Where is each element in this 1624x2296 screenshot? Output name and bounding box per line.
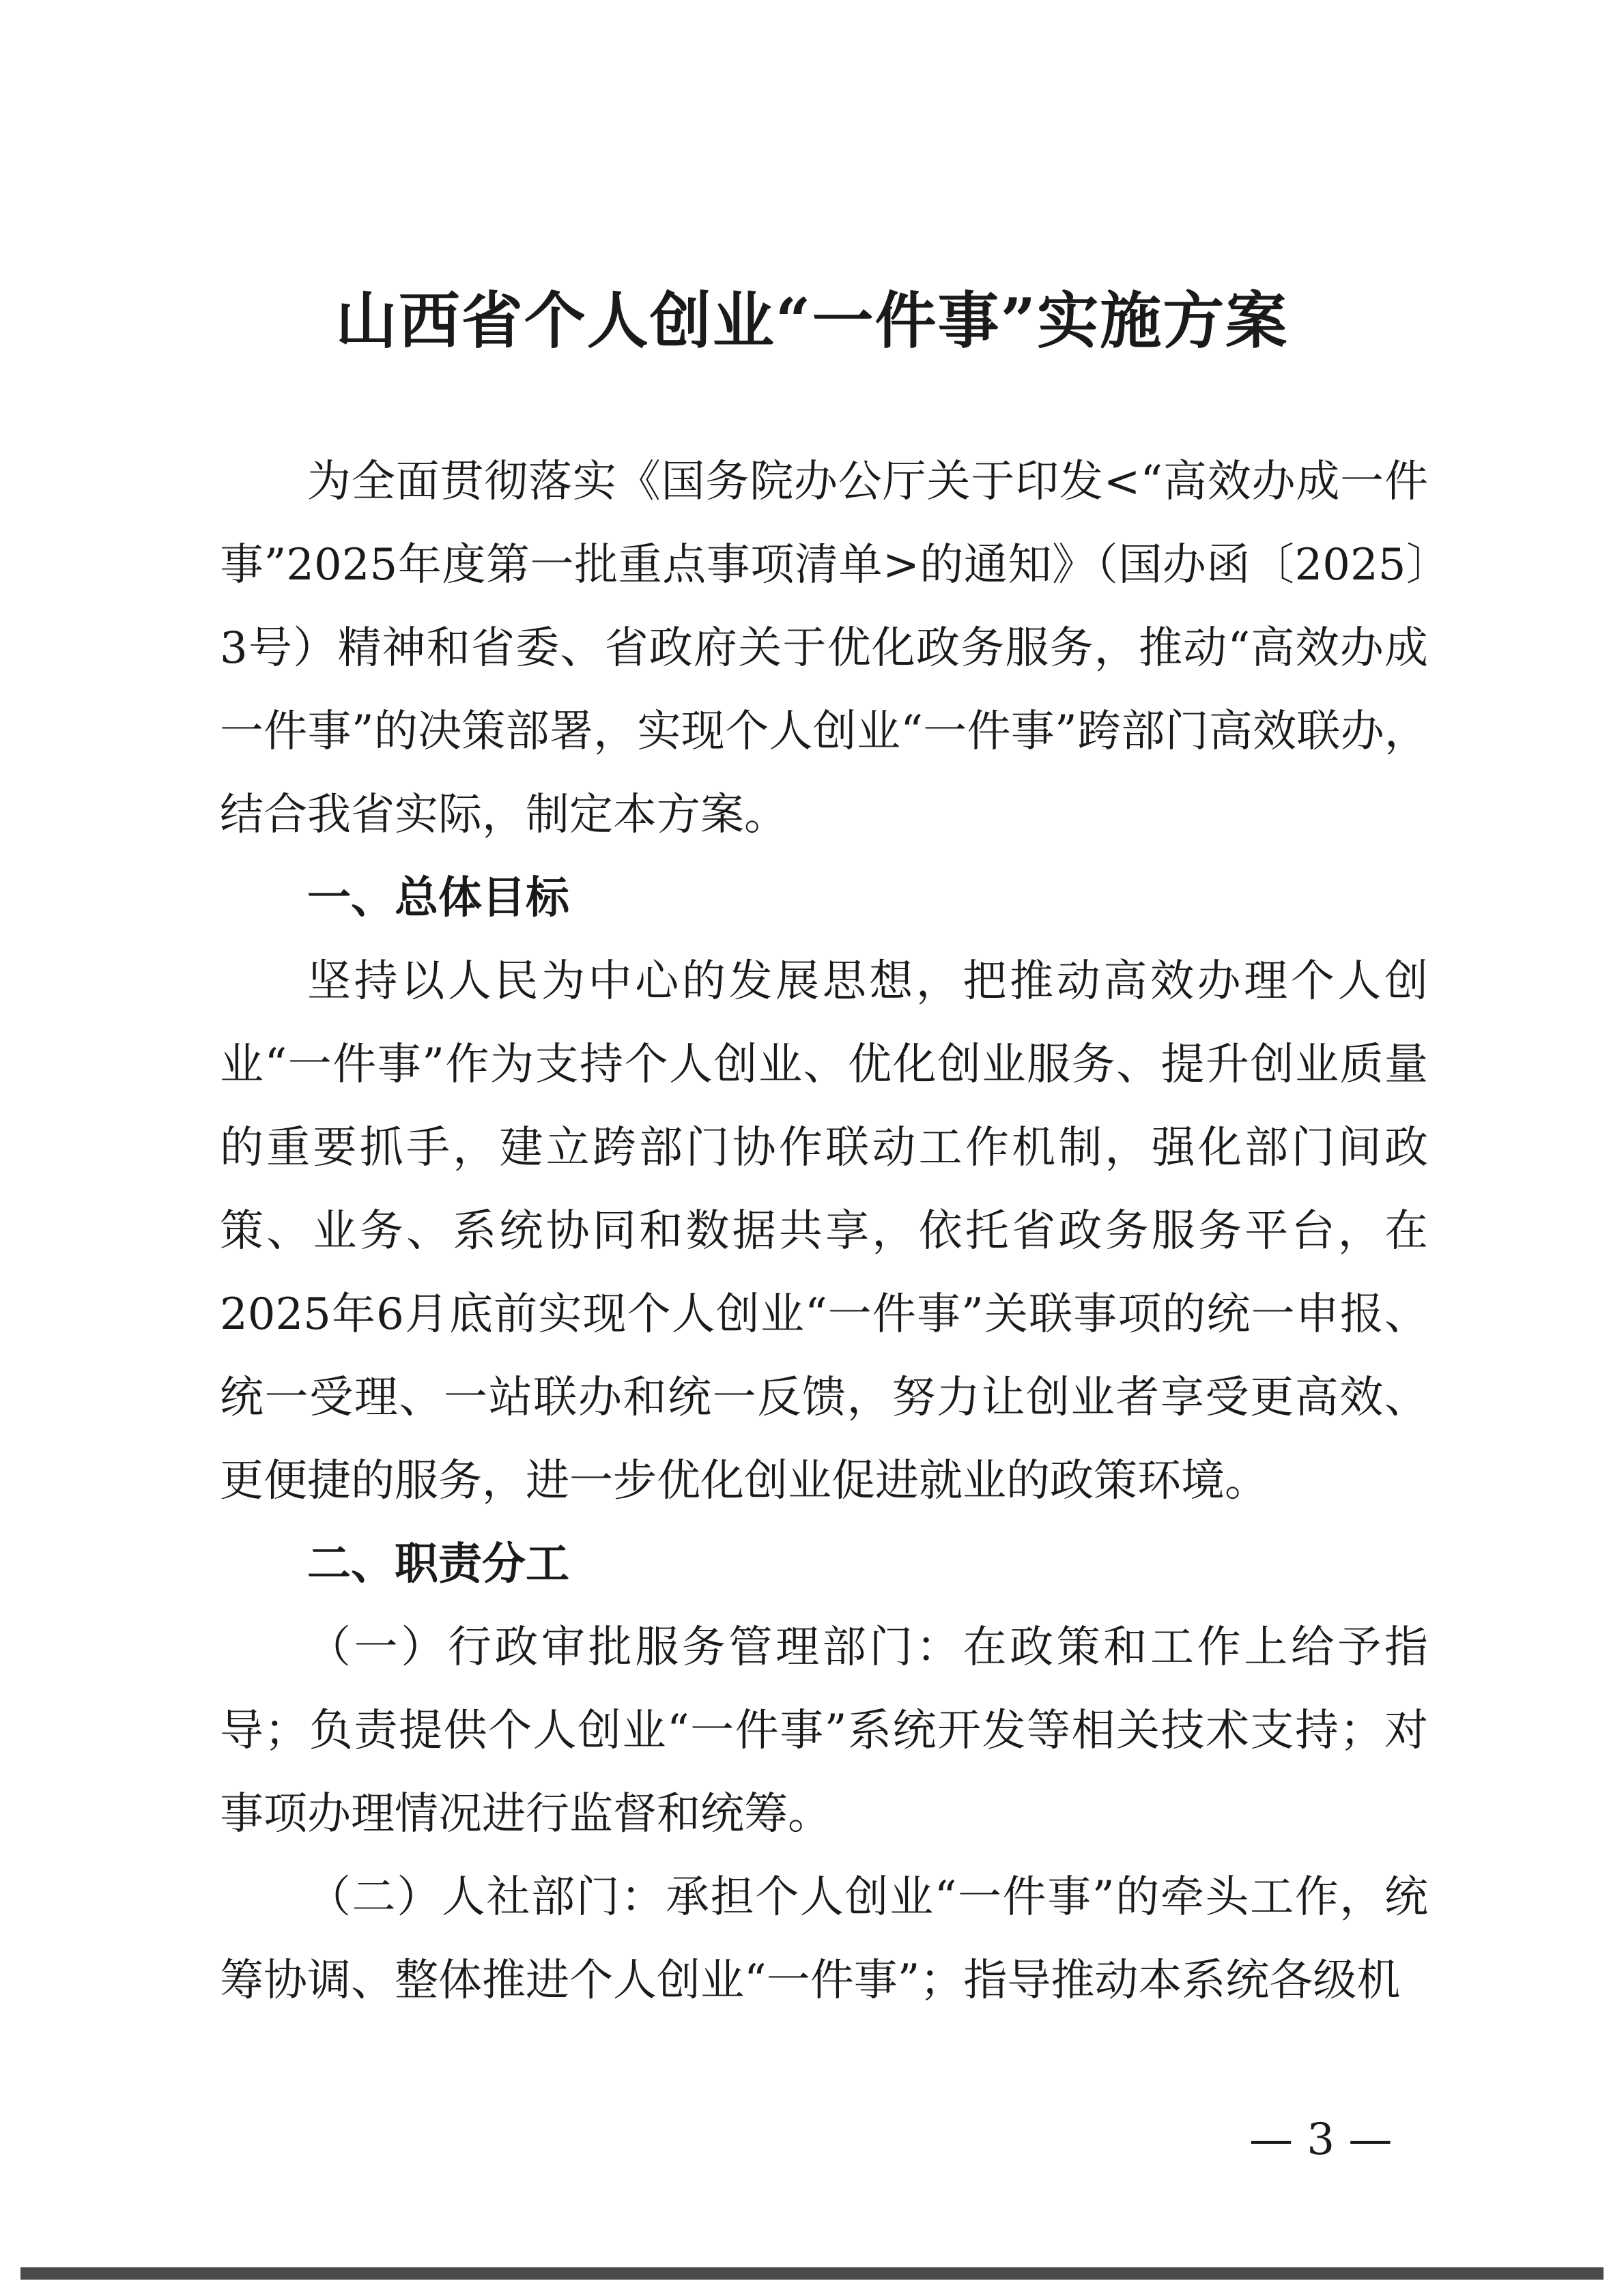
heading-responsibilities: 二、职责分工	[307, 1539, 569, 1590]
heading-overall-goal: 一、总体目标	[307, 873, 569, 923]
page-number: — 3 —	[1249, 2114, 1393, 2165]
paragraph-admin-approval-dept: （一）行政审批服务管理部门：在政策和工作上给予指导；负责提供个人创业“一件事”系统开发等相关技术支持；对事项办理情况进行监督和统筹。	[220, 1622, 1428, 1839]
document-title: 山西省个人创业“一件事”实施方案	[335, 285, 1289, 357]
paragraph-intro: 为全面贯彻落实《国务院办公厅关于印发<“高效办成一件事”2025年度第一批重点事项清单>的通知》（国办函〔2025〕3号）精神和省委、省政府关于优化政务服务，推动“高效办成一件事”的决策部署，实现个人创业“一件事”跨部门高效联办，结合我省实际，制定本方案。	[220, 457, 1428, 840]
paragraph-overall-goal: 坚持以人民为中心的发展思想，把推动高效办理个人创业“一件事”作为支持个人创业、优化创业服务、提升创业质量的重要抓手，建立跨部门协作联动工作机制，强化部门间政策、业务、系统协同和数据共享，依托省政务服务平台，在2025年6月底前实现个人创业“一件事”关联事项的统一申报、统一受理、一站联办和统一反馈，努力让创业者享受更高效、更便捷的服务，进一步优化创业促进就业的政策环境。	[220, 956, 1428, 1506]
document-body	[220, 440, 1428, 2022]
paragraph-hr-social-security-dept: （二）人社部门：承担个人创业“一件事”的牵头工作，统筹协调、整体推进个人创业“一件事”；指导推动本系统各级机	[220, 1872, 1428, 2006]
scan-bottom-edge	[20, 2267, 1604, 2280]
